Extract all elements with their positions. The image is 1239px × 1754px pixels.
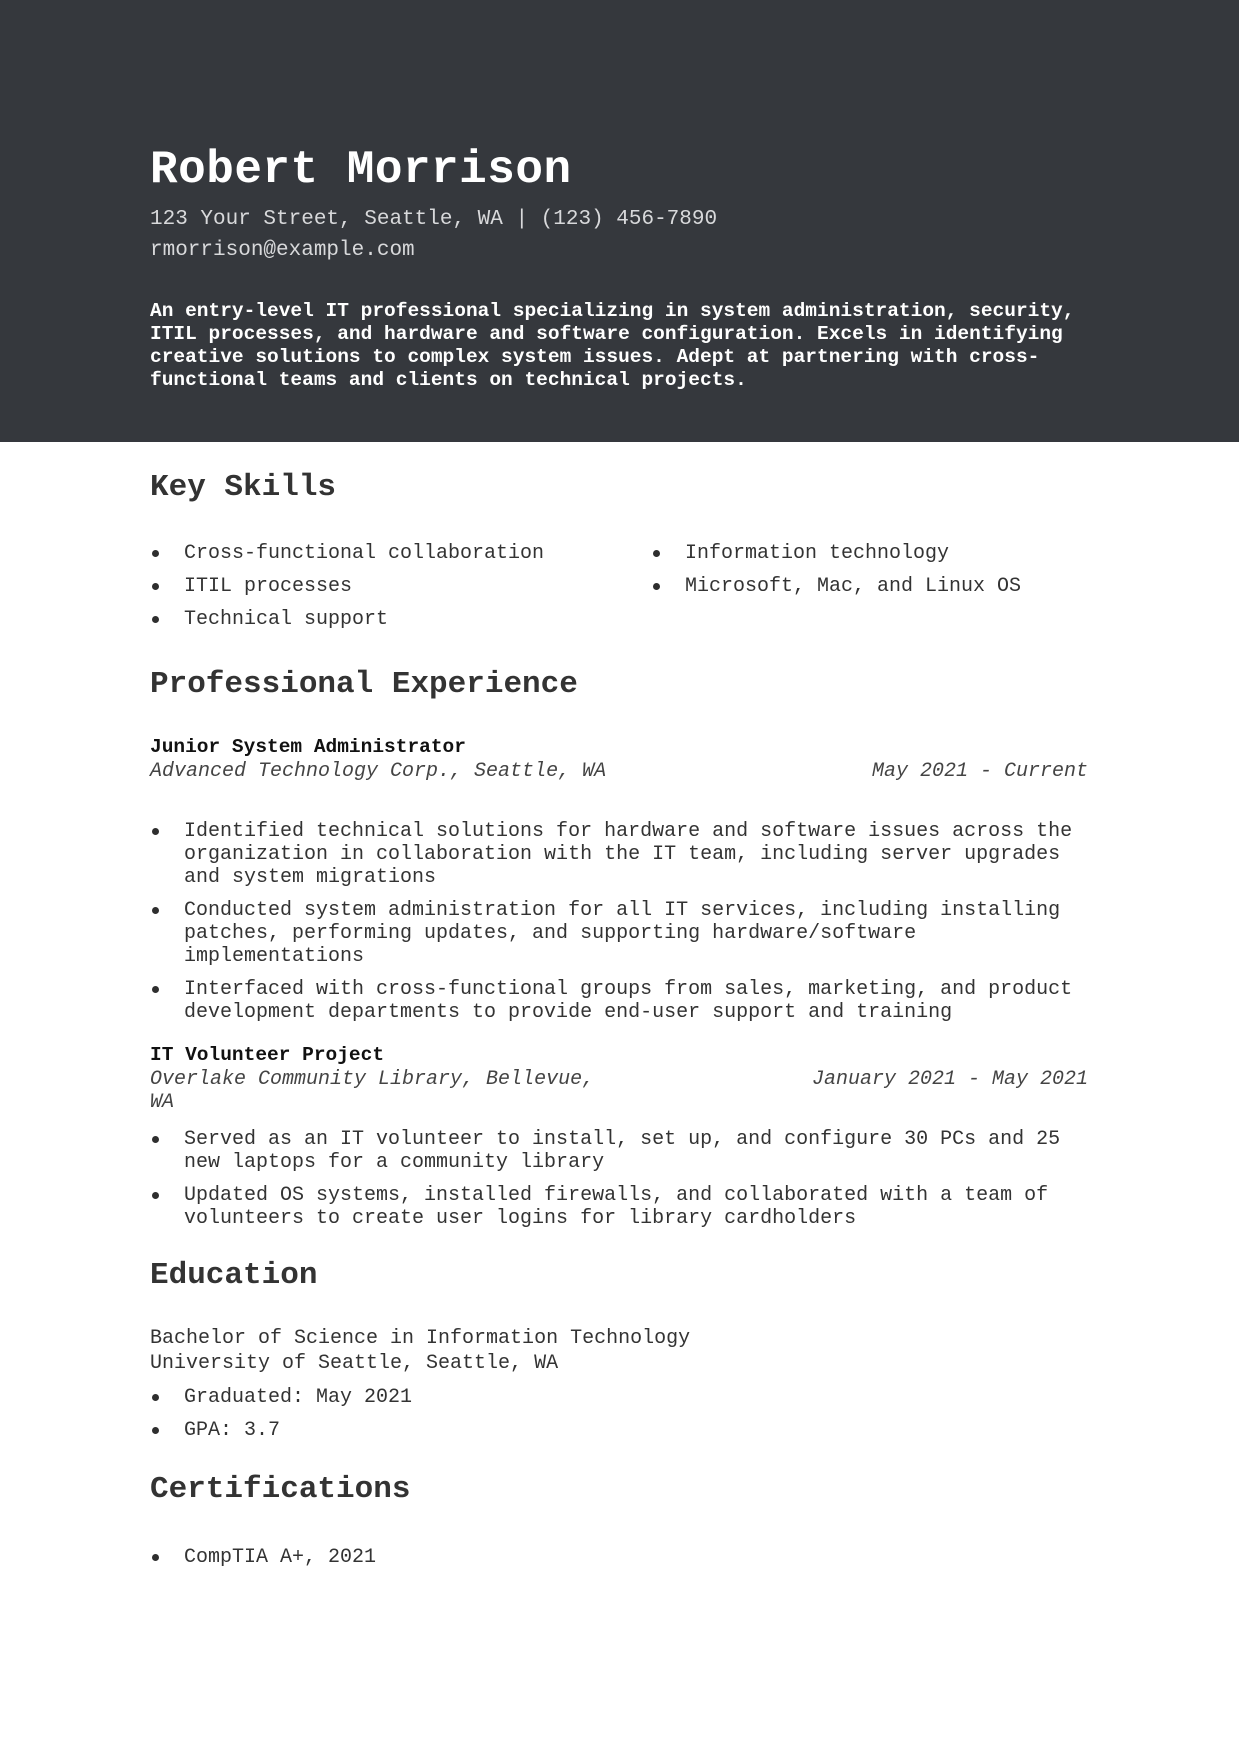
school: University of Seattle, Seattle, WA (150, 1352, 559, 1375)
email: rmorrison@example.com (150, 239, 415, 262)
job-title: IT Volunteer Project (150, 1044, 385, 1066)
education-bullet: Graduated: May 2021 (150, 1386, 1090, 1409)
skill-item: Information technology (651, 542, 1021, 565)
job-bullet: Conducted system administration for all IT services, including installing patches, performing updates, and supporting hardware/software implementations (150, 899, 1090, 968)
skill-item: ITIL processes (150, 575, 544, 598)
job-bullet: Served as an IT volunteer to install, set up, and configure 30 PCs and 25 new laptops for a community library (150, 1128, 1090, 1174)
job-bullet: Interfaced with cross-functional groups from sales, marketing, and product development departments to provide end-user support and training (150, 978, 1090, 1024)
contact-info (150, 204, 717, 266)
certification-bullets (150, 1546, 1090, 1569)
address-phone: 123 Your Street, Seattle, WA | (123) 456-7890 (150, 208, 718, 231)
job-entry (150, 1042, 1090, 1240)
degree: Bachelor of Science in Information Technology (150, 1327, 691, 1350)
professional-summary: An entry-level IT professional specializing in system administration, security, ITIL processes, and hardware and software configuration. Excels in identifying creative solutions to complex system issues. Adept at partnering with cross-functional teams and clients on technical projects. (150, 300, 1075, 391)
job-bullets (150, 820, 1090, 1024)
education-bullet: GPA: 3.7 (150, 1419, 1090, 1442)
job-meta (150, 1068, 1090, 1120)
section-title-experience: Professional Experience (150, 667, 578, 702)
certifications-list (150, 1546, 1090, 1579)
job-dates: May 2021 - Current (871, 760, 1088, 783)
section-title-skills: Key Skills (150, 470, 337, 505)
candidate-name: Robert Morrison (150, 144, 572, 196)
education-entry (150, 1326, 1090, 1452)
job-bullet: Identified technical solutions for hardware and software issues across the organization in collaboration with the IT team, including server upgrades and system migrations (150, 820, 1090, 889)
skill-item: Microsoft, Mac, and Linux OS (651, 575, 1021, 598)
section-title-certifications: Certifications (150, 1472, 411, 1507)
job-dates: January 2021 - May 2021 (811, 1068, 1088, 1091)
skills-column-1 (150, 542, 544, 641)
education-bullets (150, 1386, 1090, 1442)
skills-column-2 (651, 542, 1021, 608)
job-title: Junior System Administrator (150, 736, 466, 758)
job-meta (150, 760, 1090, 812)
skill-item: Technical support (150, 608, 544, 631)
job-bullet: Updated OS systems, installed firewalls, and collaborated with a team of volunteers to create user logins for library cardholders (150, 1184, 1090, 1230)
job-bullets (150, 1128, 1090, 1230)
skill-item: Cross-functional collaboration (150, 542, 544, 565)
job-entry (150, 734, 1090, 1034)
certification-item: CompTIA A+, 2021 (150, 1546, 1090, 1569)
job-company: Overlake Community Library, Bellevue, WA (150, 1068, 595, 1114)
section-title-education: Education (150, 1258, 318, 1293)
job-company: Advanced Technology Corp., Seattle, WA (150, 760, 607, 783)
resume-header (0, 0, 1239, 442)
